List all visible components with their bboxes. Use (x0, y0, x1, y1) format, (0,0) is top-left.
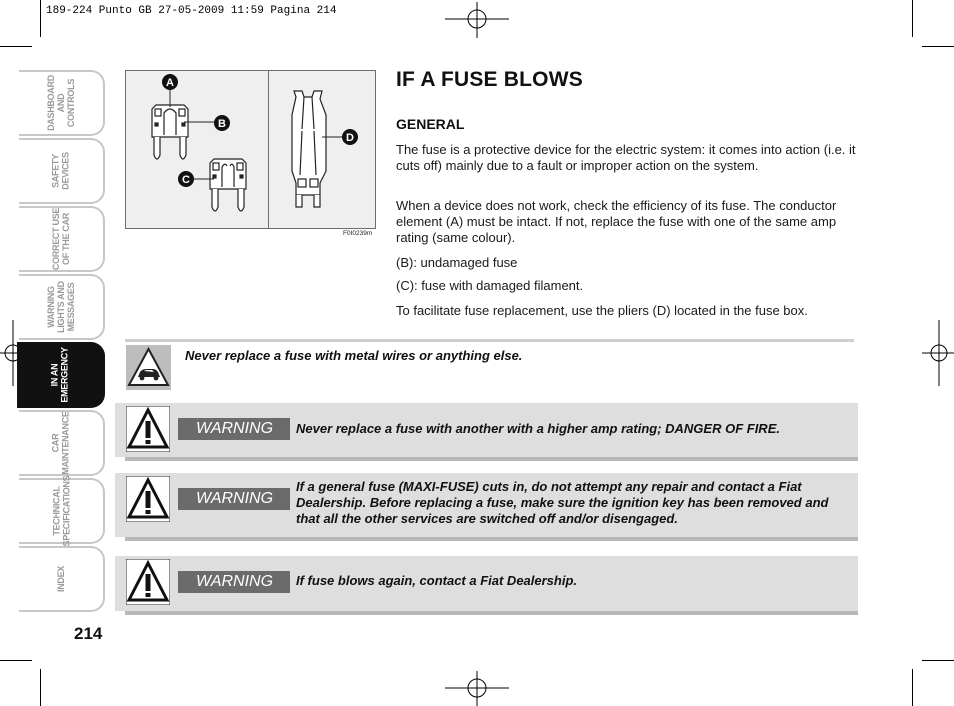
fuse-b-drawing (152, 105, 188, 159)
warning-triangle-icon (126, 406, 170, 452)
tab-safety-devices[interactable] (19, 138, 105, 204)
tab-correct-use-of-the-car[interactable] (19, 206, 105, 272)
tab-label: DASHBOARD AND CONTROLS (46, 75, 76, 131)
paragraph: To facilitate fuse replacement, use the pliers (D) located in the fuse box. (396, 303, 808, 318)
warning-triangle-icon (126, 559, 170, 605)
page-title: IF A FUSE BLOWS (396, 68, 583, 91)
callout-c (178, 171, 194, 187)
fuse-c-drawing (210, 159, 246, 211)
figure-code: F0I0239m (343, 230, 373, 237)
callout-b (214, 115, 230, 131)
fuse-figure (125, 70, 376, 229)
warning-badge: WARNING (178, 488, 290, 510)
tab-in-an-emergency[interactable] (17, 342, 105, 408)
paragraph: (B): undamaged fuse (396, 255, 518, 270)
warning-text: Never replace a fuse with another with a higher amp rating; DANGER OF FIRE. (296, 421, 780, 436)
tab-label: CAR MAINTENANCE (50, 411, 71, 475)
tab-label: TECHNICAL SPECIFICATIONS (50, 475, 71, 547)
paragraph: When a device does not work, check the efficiency of its fuse. The conductor element (A) must be intact. If not, replace the fuse with one of the same amp rating (same colour). (396, 198, 837, 245)
fuse-illustration (126, 71, 375, 228)
paragraph: (C): fuse with damaged filament. (396, 278, 584, 293)
tab-label: CORRECT USE OF THE CAR (51, 207, 71, 271)
warning-badge: WARNING (178, 418, 290, 440)
callout-c-label: C (182, 174, 190, 186)
warning-text: If a general fuse (MAXI-FUSE) cuts in, do not attempt any repair and contact a Fiat Dealership. Before replacing a fuse, make sure the ignition key has been removed and that all the other services are switched off and/or disengaged. (296, 479, 829, 526)
page-number: 214 (74, 624, 103, 643)
tab-label: WARNING LIGHTS AND MESSAGES (45, 281, 76, 333)
car-note-icon (126, 345, 171, 390)
callout-a-label: A (166, 77, 174, 89)
tab-dashboard-and-controls[interactable] (19, 70, 105, 136)
print-header: 189-224 Punto GB 27-05-2009 11:59 Pagina 214 (46, 5, 337, 17)
tab-car-maintenance[interactable] (19, 410, 105, 476)
tab-label: SAFETY DEVICES (50, 152, 71, 190)
warning-badge: WARNING (178, 571, 290, 593)
section-subtitle: GENERAL (396, 116, 465, 132)
tab-index[interactable] (19, 546, 105, 612)
note-text: Never replace a fuse with metal wires or anything else. (185, 348, 523, 363)
section-divider (125, 339, 854, 342)
tab-label: IN AN EMERGENCY (50, 347, 70, 403)
tab-label: INDEX (55, 565, 66, 593)
paragraph: The fuse is a protective device for the electric system: it comes into action (i.e. it cuts off) mainly due to a fault or improper action on the system. (396, 142, 856, 173)
callout-d-label: D (346, 132, 354, 144)
pliers-d-drawing (292, 91, 326, 207)
callout-a (162, 74, 178, 90)
warning-triangle-icon (126, 476, 170, 522)
tab-warning-lights-and-messages[interactable] (19, 274, 105, 340)
warning-text: If fuse blows again, contact a Fiat Dealership. (296, 573, 578, 588)
callout-d (342, 129, 358, 145)
callout-b-label: B (218, 118, 226, 130)
tab-technical-specifications[interactable] (19, 475, 105, 547)
